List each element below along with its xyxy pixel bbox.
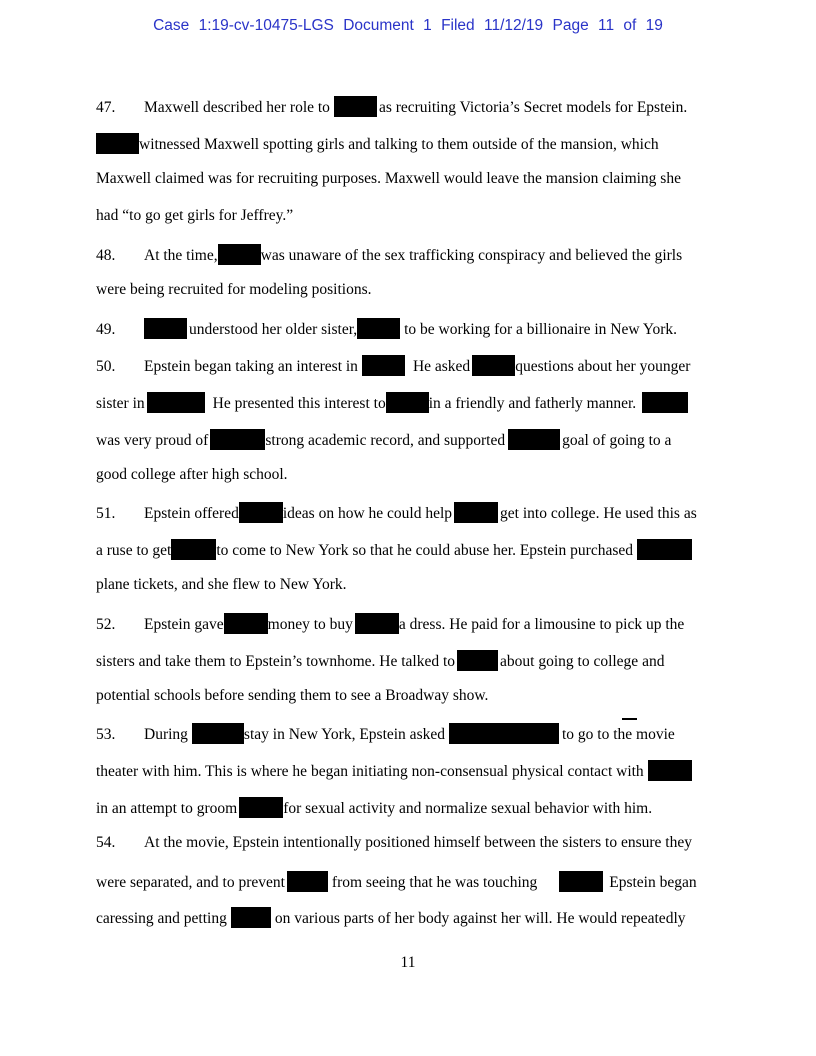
p47-line-4: had “to go get girls for Jeffrey.” [96, 207, 294, 224]
paragraph-number: 54. [96, 834, 116, 851]
p48-line-2: were being recruited for modeling positions. [96, 281, 372, 298]
redaction [457, 650, 498, 671]
redaction [147, 392, 205, 413]
document-number: Document 1 [343, 17, 432, 34]
paragraph-number: 49. [96, 321, 116, 338]
redaction [239, 502, 283, 523]
paragraph-number: 52. [96, 616, 116, 633]
p53-line-2: theater with him. This is where he began initiating non-consensual physical contact with [96, 760, 692, 778]
redaction [472, 355, 515, 376]
redaction [334, 96, 377, 117]
redaction [96, 133, 139, 154]
redaction [637, 539, 692, 560]
p52-line-1: 52. Epstein gave money to buy a dress. He paid for a limousine to pick up the [96, 613, 684, 631]
paragraph-number: 50. [96, 358, 116, 375]
p50-line-3: was very proud of strong academic record, and supported goal of going to a [96, 429, 671, 447]
p53-line-3: in an attempt to groom for sexual activity and normalize sexual behavior with him. [96, 797, 652, 815]
p51-line-3: plane tickets, and she flew to New York. [96, 576, 347, 593]
p51-line-2: a ruse to get to come to New York so that he could abuse her. Epstein purchased [96, 539, 692, 557]
redaction [239, 797, 283, 818]
redaction [355, 613, 399, 634]
paragraph-number: 51. [96, 505, 116, 522]
paragraph-number: 48. [96, 247, 116, 264]
redaction [454, 502, 498, 523]
filed-date: Filed 11/12/19 [441, 17, 544, 34]
redaction [362, 355, 405, 376]
p47-line-2: witnessed Maxwell spotting girls and talking to them outside of the mansion, which [96, 133, 659, 151]
p47-line-3: Maxwell claimed was for recruiting purposes. Maxwell would leave the mansion claiming she [96, 170, 681, 187]
p54-line-1: 54. At the movie, Epstein intentionally positioned himself between the sisters to ensure they [96, 834, 692, 851]
p49-line-1: 49. understood her older sister, to be working for a billionaire in New York. [96, 318, 677, 336]
page-of: Page 11 of 19 [552, 17, 663, 34]
p51-line-1: 51. Epstein offered ideas on how he could help get into college. He used this as [96, 502, 697, 520]
redaction [287, 871, 328, 892]
stray-mark [622, 718, 637, 720]
page-number: 11 [400, 954, 416, 971]
p54-line-2: were separated, and to prevent from seeing that he was touching Epstein began [96, 871, 697, 889]
redaction [171, 539, 216, 560]
redaction [648, 760, 692, 781]
redaction [210, 429, 265, 450]
p48-line-1: 48. At the time, was unaware of the sex trafficking conspiracy and believed the girls [96, 244, 682, 262]
p50-line-1: 50. Epstein began taking an interest in He asked questions about her younger [96, 355, 690, 373]
paragraph-number: 53. [96, 726, 116, 743]
p50-line-4: good college after high school. [96, 466, 288, 483]
redaction [559, 871, 603, 892]
redaction [642, 392, 688, 413]
redaction [386, 392, 429, 413]
redaction [231, 907, 271, 928]
redaction [218, 244, 261, 265]
case-number: Case 1:19-cv-10475-LGS [153, 17, 334, 34]
p47-line-1: 47. Maxwell described her role to as recruiting Victoria’s Secret models for Epstein. [96, 96, 687, 114]
p52-line-2: sisters and take them to Epstein’s townhome. He talked to about going to college and [96, 650, 664, 668]
redaction [144, 318, 187, 339]
p53-line-1: 53. During stay in New York, Epstein asked to go to the movie [96, 723, 675, 741]
p54-line-3: caressing and petting on various parts of her body against her will. He would repeatedly [96, 907, 686, 925]
redaction [192, 723, 244, 744]
redaction [357, 318, 400, 339]
redaction [508, 429, 560, 450]
redaction [224, 613, 268, 634]
p52-line-3: potential schools before sending them to see a Broadway show. [96, 687, 489, 704]
paragraph-number: 47. [96, 99, 116, 116]
p50-line-2: sister in He presented this interest to in a friendly and fatherly manner. [96, 392, 688, 410]
redaction [449, 723, 559, 744]
case-header [0, 17, 816, 35]
